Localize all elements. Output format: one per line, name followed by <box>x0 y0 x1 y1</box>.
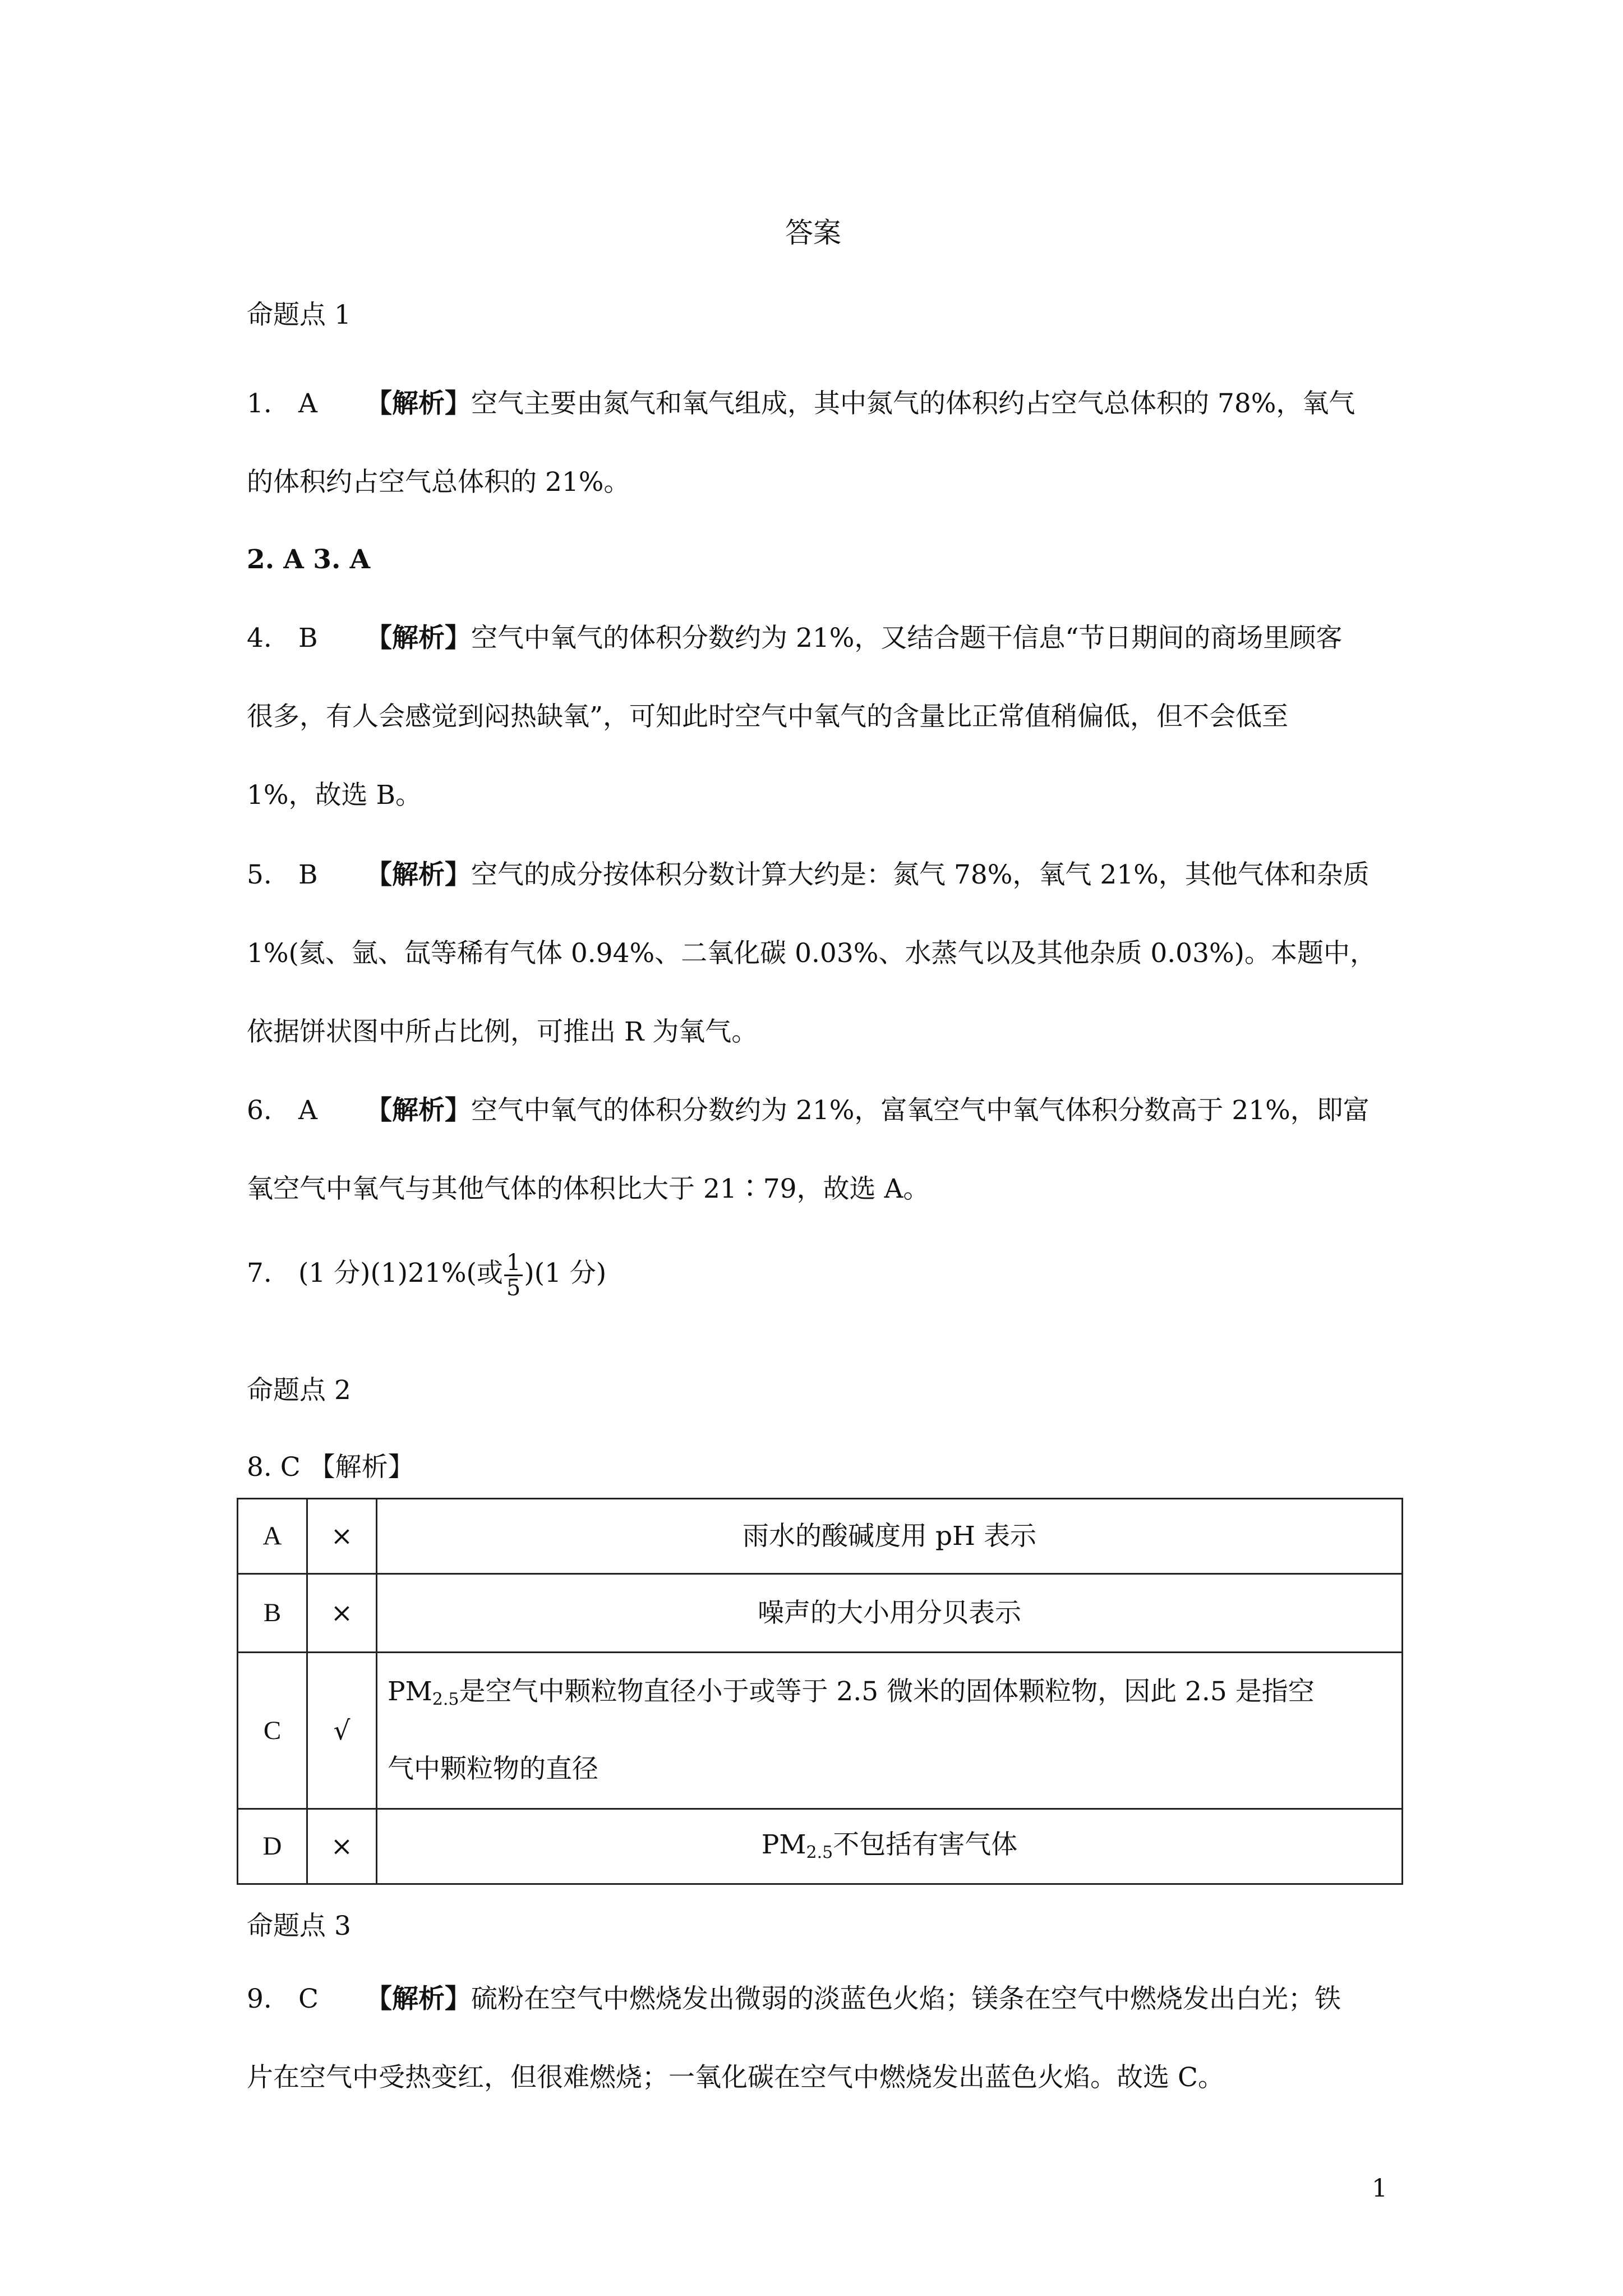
question-number: 1. <box>247 388 272 419</box>
mark-cell: × <box>307 1574 377 1653</box>
analysis-label: 【解析】 <box>366 1984 471 2014</box>
question-number: 9. <box>247 1984 272 2014</box>
analysis-text: 1%，故选 B。 <box>247 780 422 811</box>
answer-7 <box>247 1234 606 1313</box>
question-number: 4. <box>247 623 272 654</box>
page-number: 1 <box>1372 2174 1387 2203</box>
pm-subscript: 2.5 <box>432 1690 459 1709</box>
answer-letter: C <box>298 1984 319 2014</box>
option-cell: B <box>238 1574 307 1653</box>
answer-letter: A <box>298 388 317 419</box>
analysis-label: 【解析】 <box>366 859 471 890</box>
explanation-cell <box>377 1653 1403 1809</box>
pm-label: PM <box>761 1829 806 1860</box>
analysis-text: 氧空气中氧气与其他气体的体积比大于 21∶79，故选 A。 <box>247 1174 930 1204</box>
mark-cell: √ <box>307 1653 377 1809</box>
analysis-text: 空气中氧气的体积分数约为 21%，富氧空气中氧气体积分数高于 21%，即富 <box>471 1095 1370 1126</box>
mark-cell: × <box>307 1499 377 1574</box>
answer-letter: B <box>298 623 318 654</box>
explanation-text: 不包括有害气体 <box>833 1829 1018 1860</box>
explanation-cell: 雨水的酸碱度用 pH 表示 <box>377 1499 1403 1574</box>
answer-1 <box>247 365 1355 522</box>
analysis-text: 的体积约占空气总体积的 21%。 <box>247 467 630 498</box>
explanation-text: 气中颗粒物的直径 <box>388 1754 598 1784</box>
analysis-text: 空气主要由氮气和氧气组成，其中氮气的体积约占空气总体积的 78%，氧气 <box>471 388 1355 419</box>
answer-2-3: 2. A 3. A <box>247 544 371 575</box>
table-row <box>238 1499 1403 1574</box>
fraction-numerator: 1 <box>504 1251 523 1276</box>
question-number: 5. <box>247 859 272 890</box>
table-row <box>238 1653 1403 1809</box>
answer-text: (1 分)(1)21%(或 <box>298 1258 503 1289</box>
answer-4 <box>247 599 1342 835</box>
section-heading: 命题点 2 <box>247 1375 351 1406</box>
analysis-text: 1%(氦、氩、氙等稀有气体 0.94%、二氧化碳 0.03%、水蒸气以及其他杂质 0.03%)。本题中， <box>247 938 1376 969</box>
answer-text: )(1 分) <box>524 1258 607 1289</box>
pm-label: PM <box>388 1676 432 1707</box>
analysis-label: 【解析】 <box>366 1095 471 1126</box>
analysis-text: 硫粉在空气中燃烧发出微弱的淡蓝色火焰；镁条在空气中燃烧发出白光；铁 <box>471 1984 1341 2014</box>
analysis-text: 依据饼状图中所占比例，可推出 R 为氧气。 <box>247 1016 758 1047</box>
explanation-cell <box>377 1809 1403 1884</box>
fraction-denominator: 5 <box>506 1274 521 1301</box>
explanation-cell: 噪声的大小用分贝表示 <box>377 1574 1403 1653</box>
option-cell: C <box>238 1653 307 1809</box>
pm-subscript: 2.5 <box>806 1843 833 1862</box>
table-row <box>238 1574 1403 1653</box>
section-heading: 命题点 3 <box>247 1911 351 1941</box>
option-cell: D <box>238 1809 307 1884</box>
answer-9 <box>247 1960 1341 2117</box>
fraction <box>504 1251 523 1300</box>
answer-letter: A <box>298 1095 317 1126</box>
analysis-label: 【解析】 <box>366 388 471 419</box>
explanation-text: 是空气中颗粒物直径小于或等于 2.5 微米的固体颗粒物，因此 2.5 是指空 <box>459 1676 1315 1707</box>
analysis-text: 片在空气中受热变红，但很难燃烧；一氧化碳在空气中燃烧发出蓝色火焰。故选 C。 <box>247 2062 1224 2093</box>
table-row <box>238 1809 1403 1884</box>
question-number: 6. <box>247 1095 272 1126</box>
answer-5 <box>247 836 1376 1071</box>
answer-8-table <box>237 1498 1403 1885</box>
question-number: 7. <box>247 1258 272 1289</box>
answer-6 <box>247 1071 1370 1228</box>
section-heading: 命题点 1 <box>247 300 351 330</box>
mark-cell: × <box>307 1809 377 1884</box>
page-title: 答案 <box>785 217 841 249</box>
option-cell: A <box>238 1499 307 1574</box>
analysis-text: 空气中氧气的体积分数约为 21%，又结合题干信息“节日期间的商场里顾客 <box>471 623 1343 654</box>
answer-8-header: 8. C 【解析】 <box>247 1452 414 1483</box>
analysis-text: 很多，有人会感觉到闷热缺氧”，可知此时空气中氧气的含量比正常值稍偏低，但不会低至 <box>247 701 1289 732</box>
analysis-label: 【解析】 <box>366 623 471 654</box>
answer-letter: B <box>298 859 318 890</box>
analysis-text: 空气的成分按体积分数计算大约是：氮气 78%，氧气 21%，其他气体和杂质 <box>471 859 1370 890</box>
